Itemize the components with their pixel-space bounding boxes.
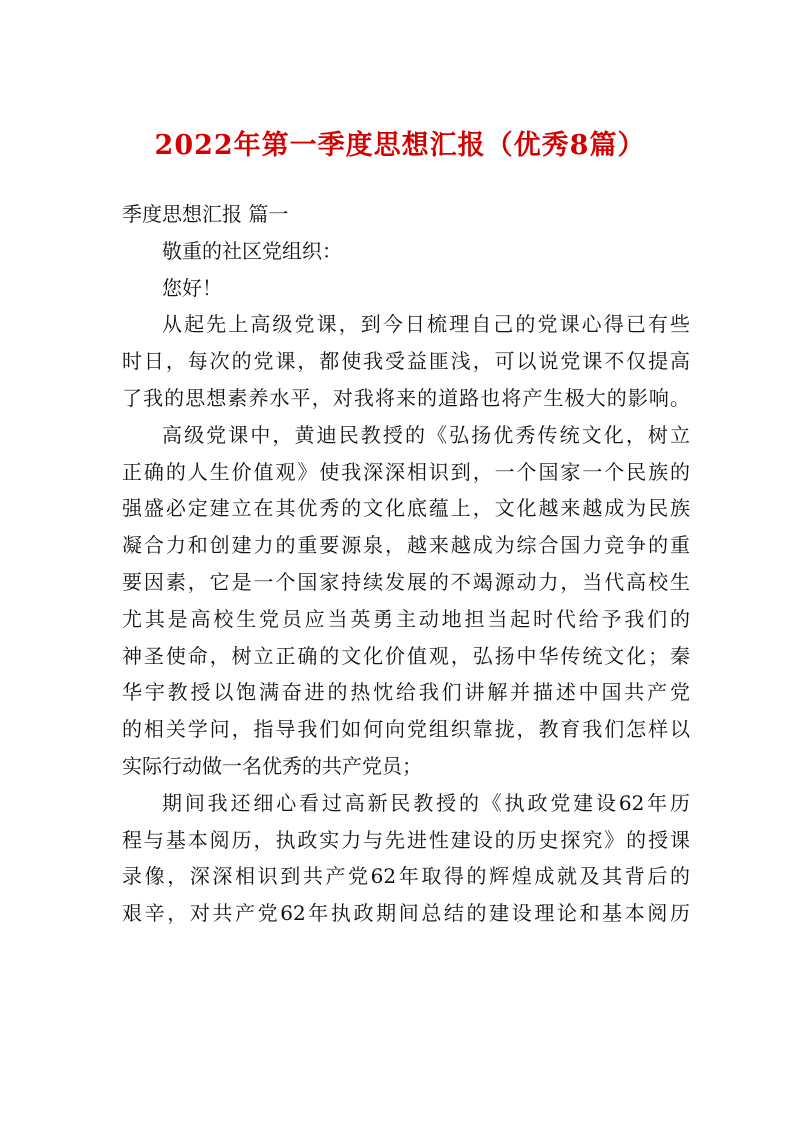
paragraph-line: 神圣使命，树立正确的文化价值观，弘扬中华传统文化；秦 [122, 643, 690, 668]
paragraph-line: 您好！ [162, 275, 222, 300]
paragraph-line: 凝合力和创建力的重要源泉，越来越成为综合国力竞争的重 [122, 533, 690, 558]
paragraph-line: 敬重的社区党组织： [162, 238, 342, 263]
paragraph-line: 季度思想汇报 篇一 [122, 202, 289, 226]
paragraph-line: 强盛必定建立在其优秀的文化底蕴上，文化越来越成为民族 [122, 496, 690, 521]
document-body [122, 196, 690, 932]
paragraph-line: 了我的思想素养水平，对我将来的道路也将产生极大的影响。 [122, 385, 690, 410]
paragraph-line: 程与基本阅历，执政实力与先进性建设的历史探究》的授课 [122, 827, 690, 852]
paragraph-line: 从起先上高级党课，到今日梳理自己的党课心得已有些 [162, 312, 690, 337]
paragraph-line: 时日，每次的党课，都使我受益匪浅，可以说党课不仅提高 [122, 349, 690, 374]
paragraph-line: 期间我还细心看过高新民教授的《执政党建设62年历 [162, 790, 690, 815]
paragraph-line: 正确的人生价值观》使我深深相识到，一个国家一个民族的 [122, 459, 690, 484]
paragraph-line: 要因素，它是一个国家持续发展的不竭源动力，当代高校生 [122, 569, 690, 594]
paragraph-line: 高级党课中，黄迪民教授的《弘扬优秀传统文化，树立 [162, 422, 690, 447]
paragraph-line: 的相关学问，指导我们如何向党组织靠拢，教育我们怎样以 [122, 717, 690, 742]
paragraph-line: 华宇教授以饱满奋进的热忱给我们讲解并描述中国共产党 [122, 680, 690, 705]
paragraph-line: 尤其是高校生党员应当英勇主动地担当起时代给予我们的 [122, 606, 690, 631]
paragraph-line: 实际行动做一名优秀的共产党员； [122, 753, 422, 778]
paragraph-line: 艰辛，对共产党62年执政期间总结的建设理论和基本阅历 [122, 901, 690, 926]
document-title: 2022年第一季度思想汇报（优秀8篇） [154, 130, 646, 161]
paragraph-line: 录像，深深相识到共产党62年取得的辉煌成就及其背后的 [122, 864, 690, 889]
